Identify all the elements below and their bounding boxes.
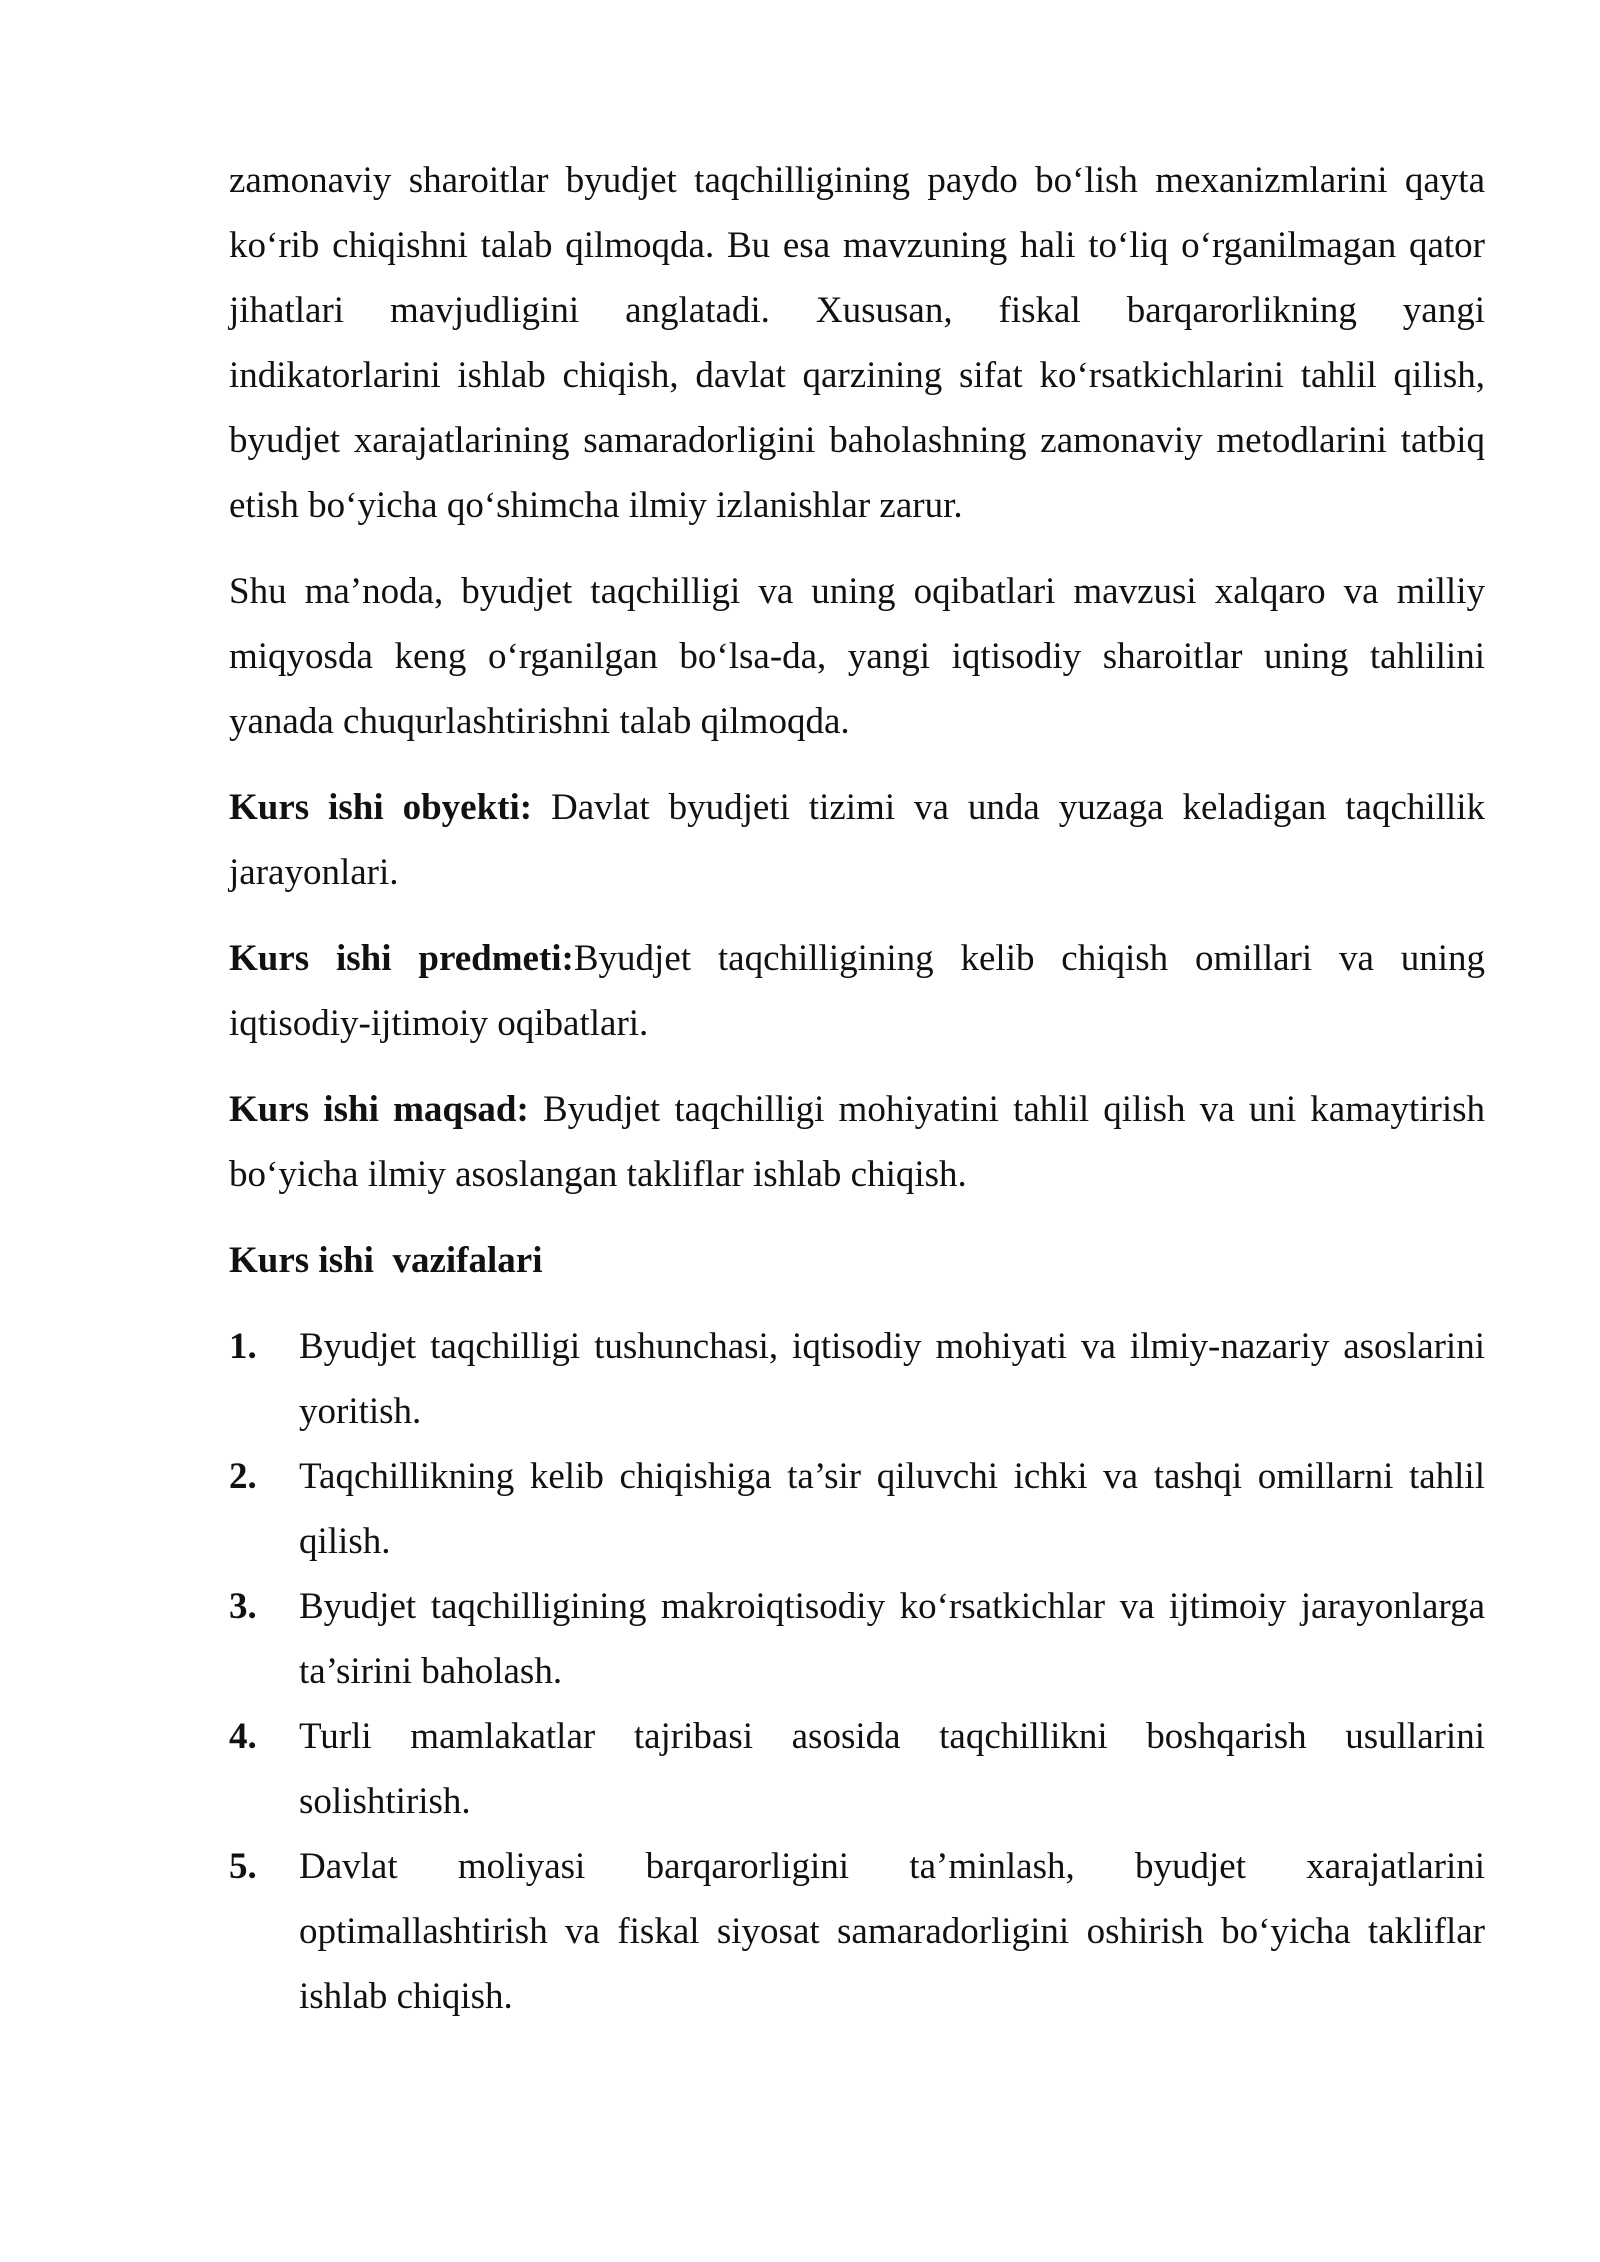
- list-item: [229, 1574, 1485, 1704]
- course-goal-label: Kurs ishi maqsad:: [229, 1089, 529, 1130]
- tasks-list: [229, 1314, 1485, 2029]
- list-item-number: 1.: [229, 1326, 257, 1367]
- course-object: [229, 775, 1485, 905]
- list-item-text: Taqchillikning kelib chiqishiga ta’sir qiluvchi ichki va tashqi omillarni tahlil qilish.: [299, 1456, 1485, 1562]
- list-item-text: Byudjet taqchilligining makroiqtisodiy ko‘rsatkichlar va ijtimoiy jarayonlarga ta’sirini baholash.: [299, 1586, 1485, 1692]
- list-item: [229, 1704, 1485, 1834]
- course-subject-label: Kurs ishi predmeti:: [229, 938, 574, 979]
- course-subject-text: Byudjet taqchilligining kelib chiqish omillari va uning iqtisodiy-ijtimoiy oqibatlari.: [229, 938, 1486, 1044]
- list-item-number: 4.: [229, 1716, 257, 1757]
- list-item: [229, 1834, 1485, 2029]
- list-item-number: 3.: [229, 1586, 257, 1627]
- list-item-number: 5.: [229, 1846, 257, 1887]
- list-item-number: 2.: [229, 1456, 257, 1497]
- paragraph-summary: Shu ma’noda, byudjet taqchilligi va uning oqibatlari mavzusi xalqaro va milliy miqyosda keng o‘rganilgan bo‘lsa-da, yangi iqtisodiy sharoitlar uning tahlilini yanada chuqurlashtirishni talab qilmoqda.: [229, 571, 1485, 742]
- list-item: [229, 1444, 1485, 1574]
- list-item-text: Turli mamlakatlar tajribasi asosida taqchillikni boshqarish usullarini solishtirish.: [299, 1716, 1485, 1822]
- list-item: [229, 1314, 1485, 1444]
- tasks-heading: Kurs ishi vazifalari: [229, 1240, 543, 1281]
- course-subject: [229, 926, 1485, 1056]
- course-goal-text: Byudjet taqchilligi mohiyatini tahlil qilish va uni kamaytirish bo‘yicha ilmiy asoslangan takliflar ishlab chiqish.: [229, 1089, 1485, 1195]
- paragraph-intro: zamonaviy sharoitlar byudjet taqchilligining paydo bo‘lish mexanizmlarini qayta ko‘rib chiqishni talab qilmoqda. Bu esa mavzuning hali to‘liq o‘rganilmagan qator jihatlari mavjudligini anglatadi. Xususan, fiskal barqarorlikning yangi indikatorlarini ishlab chiqish, davlat qarzining sifat ko‘rsatkichlarini tahlil qilish, byudjet xarajatlarining samaradorligini baholashning zamonaviy metodlarini tatbiq etish bo‘yicha qo‘shimcha ilmiy izlanishlar zarur.: [229, 160, 1485, 526]
- list-item-text: Byudjet taqchilligi tushunchasi, iqtisodiy mohiyati va ilmiy-nazariy asoslarini yoritish.: [299, 1326, 1485, 1432]
- list-item-text: Davlat moliyasi barqarorligini ta’minlash, byudjet xarajatlarini optimallashtirish va fiskal siyosat samaradorligini oshirish bo‘yicha takliflar ishlab chiqish.: [299, 1846, 1485, 2017]
- course-goal: [229, 1077, 1485, 1207]
- course-object-label: Kurs ishi obyekti:: [229, 787, 533, 828]
- page-content: [229, 148, 1485, 2029]
- course-object-text: Davlat byudjeti tizimi va unda yuzaga keladigan taqchillik jarayonlari.: [229, 787, 1485, 893]
